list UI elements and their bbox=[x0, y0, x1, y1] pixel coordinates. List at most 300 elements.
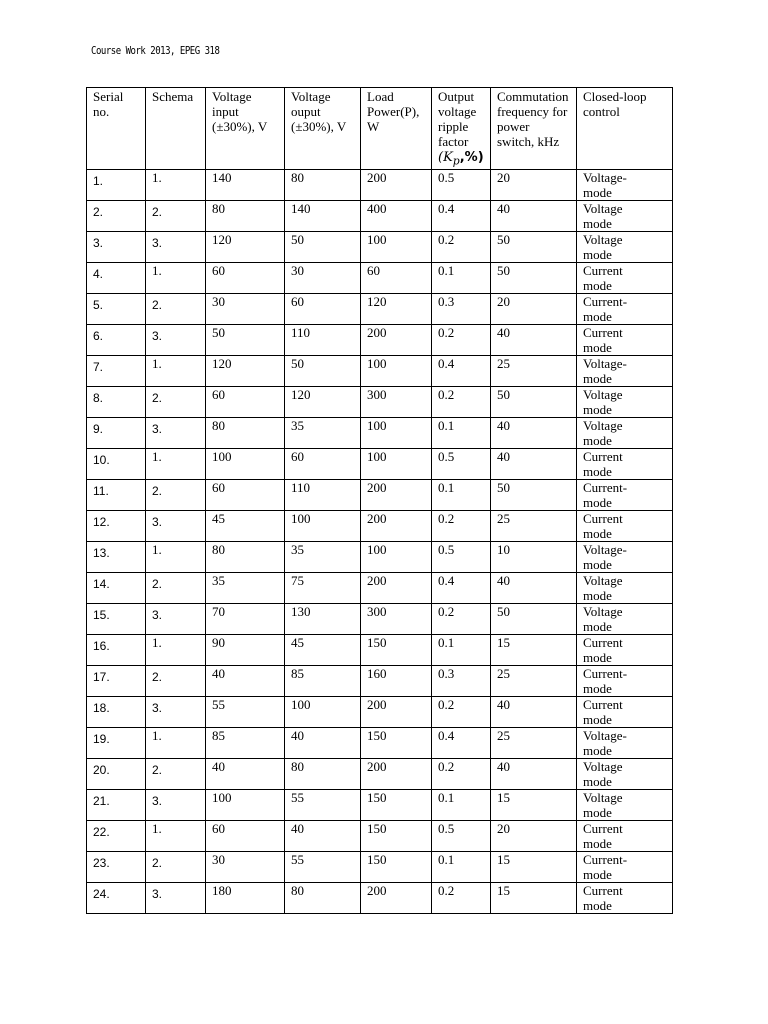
control-line: Current bbox=[583, 820, 623, 836]
voltage-output-cell: 60 bbox=[285, 293, 361, 324]
frequency-cell: 40 bbox=[491, 696, 577, 727]
voltage-output-cell: 45 bbox=[285, 634, 361, 665]
serial-cell: 8. bbox=[87, 386, 146, 417]
voltage-output-cell: 40 bbox=[285, 820, 361, 851]
serial-cell: 20. bbox=[87, 758, 146, 789]
header-line: switch, kHz bbox=[497, 134, 560, 149]
frequency-cell: 40 bbox=[491, 200, 577, 231]
control-line: Voltage bbox=[583, 386, 623, 402]
ripple-factor-cell: 0.5 bbox=[432, 448, 491, 479]
serial-cell: 6. bbox=[87, 324, 146, 355]
voltage-input-cell: 120 bbox=[206, 231, 285, 262]
control-cell bbox=[577, 200, 673, 231]
control-cell bbox=[577, 262, 673, 293]
voltage-input-cell: 60 bbox=[206, 262, 285, 293]
load-power-cell: 200 bbox=[361, 169, 432, 200]
voltage-input-cell: 100 bbox=[206, 789, 285, 820]
control-cell bbox=[577, 355, 673, 386]
control-line: mode bbox=[583, 308, 612, 324]
control-line: mode bbox=[583, 773, 612, 789]
frequency-cell: 20 bbox=[491, 169, 577, 200]
control-line: Voltage bbox=[583, 758, 623, 774]
voltage-output-cell: 130 bbox=[285, 603, 361, 634]
control-cell bbox=[577, 665, 673, 696]
header-line: factor bbox=[438, 134, 469, 149]
ripple-factor-cell: 0.5 bbox=[432, 169, 491, 200]
load-power-cell: 200 bbox=[361, 882, 432, 913]
voltage-input-cell: 60 bbox=[206, 820, 285, 851]
control-line: Voltage bbox=[583, 417, 623, 433]
control-cell bbox=[577, 882, 673, 913]
table-row bbox=[87, 882, 673, 913]
voltage-input-cell: 60 bbox=[206, 386, 285, 417]
frequency-cell: 50 bbox=[491, 479, 577, 510]
serial-cell: 21. bbox=[87, 789, 146, 820]
voltage-input-cell: 180 bbox=[206, 882, 285, 913]
header-line: control bbox=[583, 104, 620, 119]
control-line: mode bbox=[583, 680, 612, 696]
control-cell bbox=[577, 541, 673, 572]
header-voltage-input bbox=[206, 88, 285, 170]
header-line: Voltage bbox=[291, 89, 331, 104]
table-header-row bbox=[87, 88, 673, 170]
voltage-input-cell: 45 bbox=[206, 510, 285, 541]
table-row bbox=[87, 169, 673, 200]
voltage-input-cell: 100 bbox=[206, 448, 285, 479]
table-row bbox=[87, 603, 673, 634]
ripple-symbol-subscript: p bbox=[452, 154, 460, 168]
load-power-cell: 60 bbox=[361, 262, 432, 293]
load-power-cell: 150 bbox=[361, 634, 432, 665]
table-row bbox=[87, 634, 673, 665]
load-power-cell: 300 bbox=[361, 386, 432, 417]
header-line: (±30%), V bbox=[291, 119, 347, 134]
ripple-factor-cell: 0.5 bbox=[432, 541, 491, 572]
ripple-factor-cell: 0.1 bbox=[432, 634, 491, 665]
control-line: Voltage- bbox=[583, 169, 627, 185]
serial-cell: 10. bbox=[87, 448, 146, 479]
control-line: Voltage bbox=[583, 231, 623, 247]
parameters-table bbox=[86, 87, 673, 914]
table-row bbox=[87, 448, 673, 479]
control-line: mode bbox=[583, 246, 612, 262]
schema-cell: 2. bbox=[146, 572, 206, 603]
load-power-cell: 120 bbox=[361, 293, 432, 324]
voltage-output-cell: 80 bbox=[285, 169, 361, 200]
ripple-symbol bbox=[438, 149, 486, 169]
ripple-factor-cell: 0.2 bbox=[432, 882, 491, 913]
schema-cell: 3. bbox=[146, 417, 206, 448]
schema-cell: 3. bbox=[146, 882, 206, 913]
voltage-output-cell: 55 bbox=[285, 789, 361, 820]
serial-cell: 3. bbox=[87, 231, 146, 262]
table-row bbox=[87, 386, 673, 417]
load-power-cell: 200 bbox=[361, 758, 432, 789]
load-power-cell: 150 bbox=[361, 820, 432, 851]
ripple-factor-cell: 0.1 bbox=[432, 417, 491, 448]
schema-cell: 3. bbox=[146, 603, 206, 634]
header-line: ouput bbox=[291, 104, 321, 119]
serial-cell: 15. bbox=[87, 603, 146, 634]
serial-cell: 5. bbox=[87, 293, 146, 324]
control-line: mode bbox=[583, 835, 612, 851]
voltage-input-cell: 90 bbox=[206, 634, 285, 665]
voltage-output-cell: 35 bbox=[285, 541, 361, 572]
voltage-output-cell: 80 bbox=[285, 882, 361, 913]
frequency-cell: 50 bbox=[491, 603, 577, 634]
control-cell bbox=[577, 479, 673, 510]
control-line: Voltage- bbox=[583, 541, 627, 557]
control-line: Current bbox=[583, 634, 623, 650]
schema-cell: 1. bbox=[146, 448, 206, 479]
serial-cell: 23. bbox=[87, 851, 146, 882]
table-row bbox=[87, 727, 673, 758]
schema-cell: 1. bbox=[146, 634, 206, 665]
control-line: mode bbox=[583, 556, 612, 572]
control-cell bbox=[577, 634, 673, 665]
serial-cell: 9. bbox=[87, 417, 146, 448]
control-cell bbox=[577, 324, 673, 355]
control-cell bbox=[577, 789, 673, 820]
ripple-factor-cell: 0.3 bbox=[432, 293, 491, 324]
table-row bbox=[87, 696, 673, 727]
control-line: Current bbox=[583, 882, 623, 898]
control-cell bbox=[577, 417, 673, 448]
control-line: Voltage bbox=[583, 200, 623, 216]
voltage-output-cell: 140 bbox=[285, 200, 361, 231]
voltage-output-cell: 35 bbox=[285, 417, 361, 448]
control-cell bbox=[577, 572, 673, 603]
load-power-cell: 300 bbox=[361, 603, 432, 634]
control-cell bbox=[577, 231, 673, 262]
control-line: Current- bbox=[583, 293, 628, 309]
load-power-cell: 150 bbox=[361, 789, 432, 820]
control-cell bbox=[577, 820, 673, 851]
table-row bbox=[87, 541, 673, 572]
control-line: mode bbox=[583, 401, 612, 417]
control-line: mode bbox=[583, 525, 612, 541]
header-line: (±30%), V bbox=[212, 119, 268, 134]
load-power-cell: 100 bbox=[361, 541, 432, 572]
control-line: mode bbox=[583, 649, 612, 665]
voltage-output-cell: 60 bbox=[285, 448, 361, 479]
schema-cell: 3. bbox=[146, 696, 206, 727]
control-line: Current bbox=[583, 510, 623, 526]
table-body bbox=[87, 169, 673, 913]
table-row bbox=[87, 572, 673, 603]
control-line: Voltage bbox=[583, 572, 623, 588]
table-row bbox=[87, 665, 673, 696]
control-line: mode bbox=[583, 804, 612, 820]
ripple-factor-cell: 0.4 bbox=[432, 200, 491, 231]
frequency-cell: 10 bbox=[491, 541, 577, 572]
serial-cell: 22. bbox=[87, 820, 146, 851]
schema-cell: 3. bbox=[146, 231, 206, 262]
frequency-cell: 20 bbox=[491, 293, 577, 324]
voltage-input-cell: 80 bbox=[206, 541, 285, 572]
frequency-cell: 40 bbox=[491, 324, 577, 355]
header-line: power bbox=[497, 119, 530, 134]
control-line: Voltage bbox=[583, 603, 623, 619]
ripple-factor-cell: 0.4 bbox=[432, 572, 491, 603]
control-line: Current- bbox=[583, 479, 628, 495]
frequency-cell: 40 bbox=[491, 758, 577, 789]
frequency-cell: 20 bbox=[491, 820, 577, 851]
frequency-cell: 15 bbox=[491, 789, 577, 820]
serial-cell: 4. bbox=[87, 262, 146, 293]
header-serial bbox=[87, 88, 146, 170]
voltage-output-cell: 80 bbox=[285, 758, 361, 789]
control-line: Current- bbox=[583, 665, 628, 681]
header-commutation-frequency bbox=[491, 88, 577, 170]
header-line: Schema bbox=[152, 89, 194, 104]
serial-cell: 1. bbox=[87, 169, 146, 200]
load-power-cell: 100 bbox=[361, 448, 432, 479]
ripple-factor-cell: 0.2 bbox=[432, 758, 491, 789]
control-line: Current bbox=[583, 448, 623, 464]
voltage-output-cell: 110 bbox=[285, 479, 361, 510]
voltage-output-cell: 110 bbox=[285, 324, 361, 355]
voltage-output-cell: 50 bbox=[285, 355, 361, 386]
table-row bbox=[87, 789, 673, 820]
serial-cell: 17. bbox=[87, 665, 146, 696]
table-row bbox=[87, 479, 673, 510]
control-line: Current bbox=[583, 262, 623, 278]
header-line: no. bbox=[93, 104, 110, 119]
serial-cell: 7. bbox=[87, 355, 146, 386]
voltage-input-cell: 60 bbox=[206, 479, 285, 510]
voltage-output-cell: 40 bbox=[285, 727, 361, 758]
ripple-factor-cell: 0.2 bbox=[432, 510, 491, 541]
schema-cell: 1. bbox=[146, 820, 206, 851]
ripple-symbol-k: (K bbox=[438, 150, 453, 165]
frequency-cell: 40 bbox=[491, 448, 577, 479]
frequency-cell: 25 bbox=[491, 665, 577, 696]
header-load-power bbox=[361, 88, 432, 170]
table-row bbox=[87, 200, 673, 231]
frequency-cell: 25 bbox=[491, 727, 577, 758]
control-line: mode bbox=[583, 742, 612, 758]
load-power-cell: 100 bbox=[361, 355, 432, 386]
ripple-factor-cell: 0.2 bbox=[432, 324, 491, 355]
load-power-cell: 400 bbox=[361, 200, 432, 231]
header-line: ripple bbox=[438, 119, 469, 134]
control-cell bbox=[577, 169, 673, 200]
control-line: mode bbox=[583, 432, 612, 448]
control-line: Voltage- bbox=[583, 727, 627, 743]
header-line: Commutation bbox=[497, 89, 569, 104]
serial-cell: 11. bbox=[87, 479, 146, 510]
ripple-factor-cell: 0.2 bbox=[432, 231, 491, 262]
control-cell bbox=[577, 510, 673, 541]
ripple-factor-cell: 0.2 bbox=[432, 603, 491, 634]
schema-cell: 1. bbox=[146, 262, 206, 293]
voltage-input-cell: 35 bbox=[206, 572, 285, 603]
control-line: Current- bbox=[583, 851, 628, 867]
frequency-cell: 25 bbox=[491, 510, 577, 541]
header-line: Load bbox=[367, 89, 394, 104]
frequency-cell: 15 bbox=[491, 851, 577, 882]
header-line: frequency for bbox=[497, 104, 568, 119]
header-line: W bbox=[367, 119, 380, 134]
table-row bbox=[87, 820, 673, 851]
control-line: mode bbox=[583, 897, 612, 913]
schema-cell: 1. bbox=[146, 355, 206, 386]
control-cell bbox=[577, 448, 673, 479]
header-closed-loop-control bbox=[577, 88, 673, 170]
serial-cell: 2. bbox=[87, 200, 146, 231]
control-line: mode bbox=[583, 277, 612, 293]
load-power-cell: 100 bbox=[361, 417, 432, 448]
table-row bbox=[87, 262, 673, 293]
ripple-factor-cell: 0.2 bbox=[432, 696, 491, 727]
ripple-symbol-suffix: ,%) bbox=[459, 150, 484, 165]
voltage-input-cell: 55 bbox=[206, 696, 285, 727]
frequency-cell: 50 bbox=[491, 386, 577, 417]
voltage-input-cell: 80 bbox=[206, 200, 285, 231]
serial-cell: 12. bbox=[87, 510, 146, 541]
ripple-factor-cell: 0.1 bbox=[432, 851, 491, 882]
serial-cell: 13. bbox=[87, 541, 146, 572]
control-line: mode bbox=[583, 463, 612, 479]
schema-cell: 2. bbox=[146, 851, 206, 882]
schema-cell: 2. bbox=[146, 386, 206, 417]
load-power-cell: 200 bbox=[361, 572, 432, 603]
frequency-cell: 15 bbox=[491, 882, 577, 913]
serial-cell: 16. bbox=[87, 634, 146, 665]
control-cell bbox=[577, 293, 673, 324]
ripple-factor-cell: 0.4 bbox=[432, 727, 491, 758]
schema-cell: 1. bbox=[146, 169, 206, 200]
control-cell bbox=[577, 696, 673, 727]
voltage-output-cell: 100 bbox=[285, 696, 361, 727]
voltage-output-cell: 50 bbox=[285, 231, 361, 262]
voltage-input-cell: 40 bbox=[206, 758, 285, 789]
control-line: Current bbox=[583, 696, 623, 712]
header-line: Voltage bbox=[212, 89, 252, 104]
schema-cell: 1. bbox=[146, 727, 206, 758]
voltage-input-cell: 120 bbox=[206, 355, 285, 386]
header-schema bbox=[146, 88, 206, 170]
schema-cell: 2. bbox=[146, 665, 206, 696]
voltage-input-cell: 30 bbox=[206, 293, 285, 324]
schema-cell: 2. bbox=[146, 200, 206, 231]
control-line: mode bbox=[583, 711, 612, 727]
frequency-cell: 50 bbox=[491, 262, 577, 293]
load-power-cell: 150 bbox=[361, 851, 432, 882]
frequency-cell: 40 bbox=[491, 417, 577, 448]
control-line: mode bbox=[583, 587, 612, 603]
voltage-input-cell: 40 bbox=[206, 665, 285, 696]
load-power-cell: 200 bbox=[361, 510, 432, 541]
control-line: mode bbox=[583, 184, 612, 200]
frequency-cell: 15 bbox=[491, 634, 577, 665]
control-cell bbox=[577, 758, 673, 789]
frequency-cell: 50 bbox=[491, 231, 577, 262]
ripple-factor-cell: 0.5 bbox=[432, 820, 491, 851]
serial-cell: 14. bbox=[87, 572, 146, 603]
load-power-cell: 150 bbox=[361, 727, 432, 758]
control-line: mode bbox=[583, 339, 612, 355]
control-line: Voltage bbox=[583, 789, 623, 805]
ripple-factor-cell: 0.4 bbox=[432, 355, 491, 386]
table-row bbox=[87, 231, 673, 262]
load-power-cell: 200 bbox=[361, 324, 432, 355]
table-row bbox=[87, 510, 673, 541]
table-row bbox=[87, 758, 673, 789]
voltage-output-cell: 120 bbox=[285, 386, 361, 417]
control-cell bbox=[577, 603, 673, 634]
table-row bbox=[87, 851, 673, 882]
control-line: Voltage- bbox=[583, 355, 627, 371]
frequency-cell: 40 bbox=[491, 572, 577, 603]
control-line: Current bbox=[583, 324, 623, 340]
voltage-output-cell: 30 bbox=[285, 262, 361, 293]
control-cell bbox=[577, 851, 673, 882]
control-line: mode bbox=[583, 866, 612, 882]
voltage-output-cell: 100 bbox=[285, 510, 361, 541]
schema-cell: 3. bbox=[146, 789, 206, 820]
page-header: Course Work 2013, EPEG 318 bbox=[91, 44, 220, 57]
voltage-output-cell: 85 bbox=[285, 665, 361, 696]
table-row bbox=[87, 417, 673, 448]
table-row bbox=[87, 293, 673, 324]
voltage-input-cell: 85 bbox=[206, 727, 285, 758]
header-line: Serial bbox=[93, 89, 124, 104]
ripple-factor-cell: 0.3 bbox=[432, 665, 491, 696]
control-line: mode bbox=[583, 618, 612, 634]
control-line: mode bbox=[583, 215, 612, 231]
ripple-factor-cell: 0.1 bbox=[432, 479, 491, 510]
serial-cell: 19. bbox=[87, 727, 146, 758]
voltage-input-cell: 80 bbox=[206, 417, 285, 448]
header-voltage-output bbox=[285, 88, 361, 170]
load-power-cell: 100 bbox=[361, 231, 432, 262]
ripple-factor-cell: 0.1 bbox=[432, 789, 491, 820]
header-line: voltage bbox=[438, 104, 477, 119]
frequency-cell: 25 bbox=[491, 355, 577, 386]
schema-cell: 3. bbox=[146, 324, 206, 355]
load-power-cell: 160 bbox=[361, 665, 432, 696]
load-power-cell: 200 bbox=[361, 479, 432, 510]
control-cell bbox=[577, 386, 673, 417]
serial-cell: 24. bbox=[87, 882, 146, 913]
voltage-input-cell: 30 bbox=[206, 851, 285, 882]
control-cell bbox=[577, 727, 673, 758]
serial-cell: 18. bbox=[87, 696, 146, 727]
table-row bbox=[87, 324, 673, 355]
load-power-cell: 200 bbox=[361, 696, 432, 727]
control-line: mode bbox=[583, 494, 612, 510]
table-row bbox=[87, 355, 673, 386]
header-line: Power(P), bbox=[367, 104, 420, 119]
control-line: mode bbox=[583, 370, 612, 386]
voltage-output-cell: 75 bbox=[285, 572, 361, 603]
header-line: input bbox=[212, 104, 239, 119]
ripple-factor-cell: 0.2 bbox=[432, 386, 491, 417]
header-line: Output bbox=[438, 89, 475, 104]
ripple-factor-cell: 0.1 bbox=[432, 262, 491, 293]
schema-cell: 1. bbox=[146, 541, 206, 572]
schema-cell: 3. bbox=[146, 510, 206, 541]
schema-cell: 2. bbox=[146, 758, 206, 789]
header-line: Closed-loop bbox=[583, 89, 647, 104]
voltage-input-cell: 70 bbox=[206, 603, 285, 634]
voltage-input-cell: 140 bbox=[206, 169, 285, 200]
schema-cell: 2. bbox=[146, 479, 206, 510]
voltage-input-cell: 50 bbox=[206, 324, 285, 355]
header-ripple-factor bbox=[432, 88, 491, 170]
